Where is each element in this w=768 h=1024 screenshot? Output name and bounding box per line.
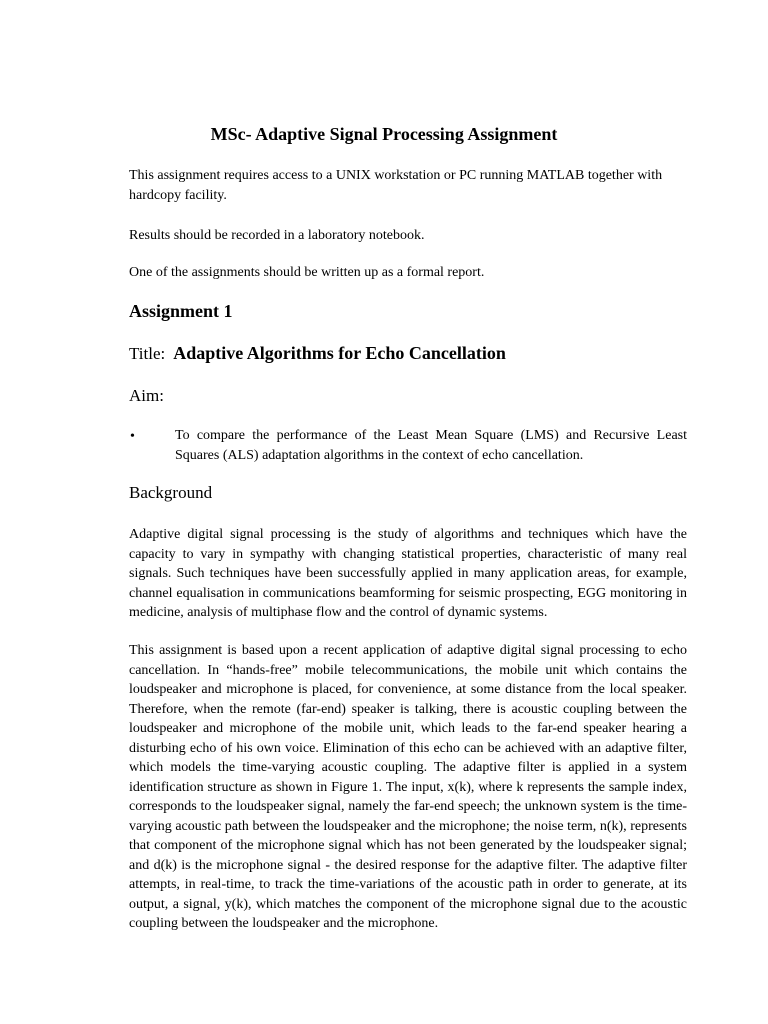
- aim-bullet-item: To compare the performance of the Least Mean Square (LMS) and Recursive Least Squares (ALS) adaptation algorithms in the context of echo cancellation.: [175, 428, 687, 463]
- title-label: Title:: [129, 344, 166, 363]
- aim-label: Aim:: [129, 386, 164, 405]
- assignment-title: Adaptive Algorithms for Echo Cancellation: [173, 343, 506, 363]
- background-heading: Background: [129, 483, 213, 502]
- assignment-heading: Assignment 1: [129, 301, 233, 321]
- intro-paragraph-report: One of the assignments should be written up as a formal report.: [129, 265, 485, 280]
- bullet-icon: •: [130, 429, 135, 444]
- intro-paragraph-requirements: This assignment requires access to a UNIX workstation or PC running MATLAB together with hardcopy facility.: [129, 168, 663, 203]
- intro-paragraph-notebook: Results should be recorded in a laboratory notebook.: [129, 228, 425, 243]
- document-title: MSc- Adaptive Signal Processing Assignment: [210, 124, 558, 144]
- background-paragraph-1: Adaptive digital signal processing is the study of algorithms and techniques which have the capacity to vary in sympathy with changing statistical properties, characteristic of many real signals. Such techniques have been successfully applied in many application areas, for example, channel equalisation in communications beamforming for seismic prospecting, EGG monitoring in medicine, analysis of multiphase flow and the control of dynamic systems.: [129, 527, 687, 620]
- assignment-title-line: [129, 343, 506, 364]
- background-paragraph-2: This assignment is based upon a recent application of adaptive digital signal processing to echo cancellation. In “hands-free” mobile telecommunications, the mobile unit which contains the loudspeaker and microphone is placed, for convenience, at some distance from the local speaker. Therefore, when the remote (far-end) speaker is talking, there is acoustic coupling between the loudspeaker and microphone of the mobile unit, which leads to the far-end speaker hearing a disturbing echo of his own voice. Elimination of this echo can be achieved with an adaptive filter, which models the time-varying acoustic coupling. The adaptive filter is applied in a system identification structure as shown in Figure 1. The input, x(k), where k represents the sample index, corresponds to the loudspeaker signal, namely the far-end speech; the unknown system is the time-varying acoustic path between the loudspeaker and the microphone; the noise term, n(k), represents that component of the microphone signal which has not been generated by the loudspeaker signal; and d(k) is the microphone signal - the desired response for the adaptive filter. The adaptive filter attempts, in real-time, to track the time-variations of the acoustic path in order to generate, at its output, a signal, y(k), which matches the component of the microphone signal due to the acoustic coupling between the loudspeaker and the microphone.: [129, 643, 687, 931]
